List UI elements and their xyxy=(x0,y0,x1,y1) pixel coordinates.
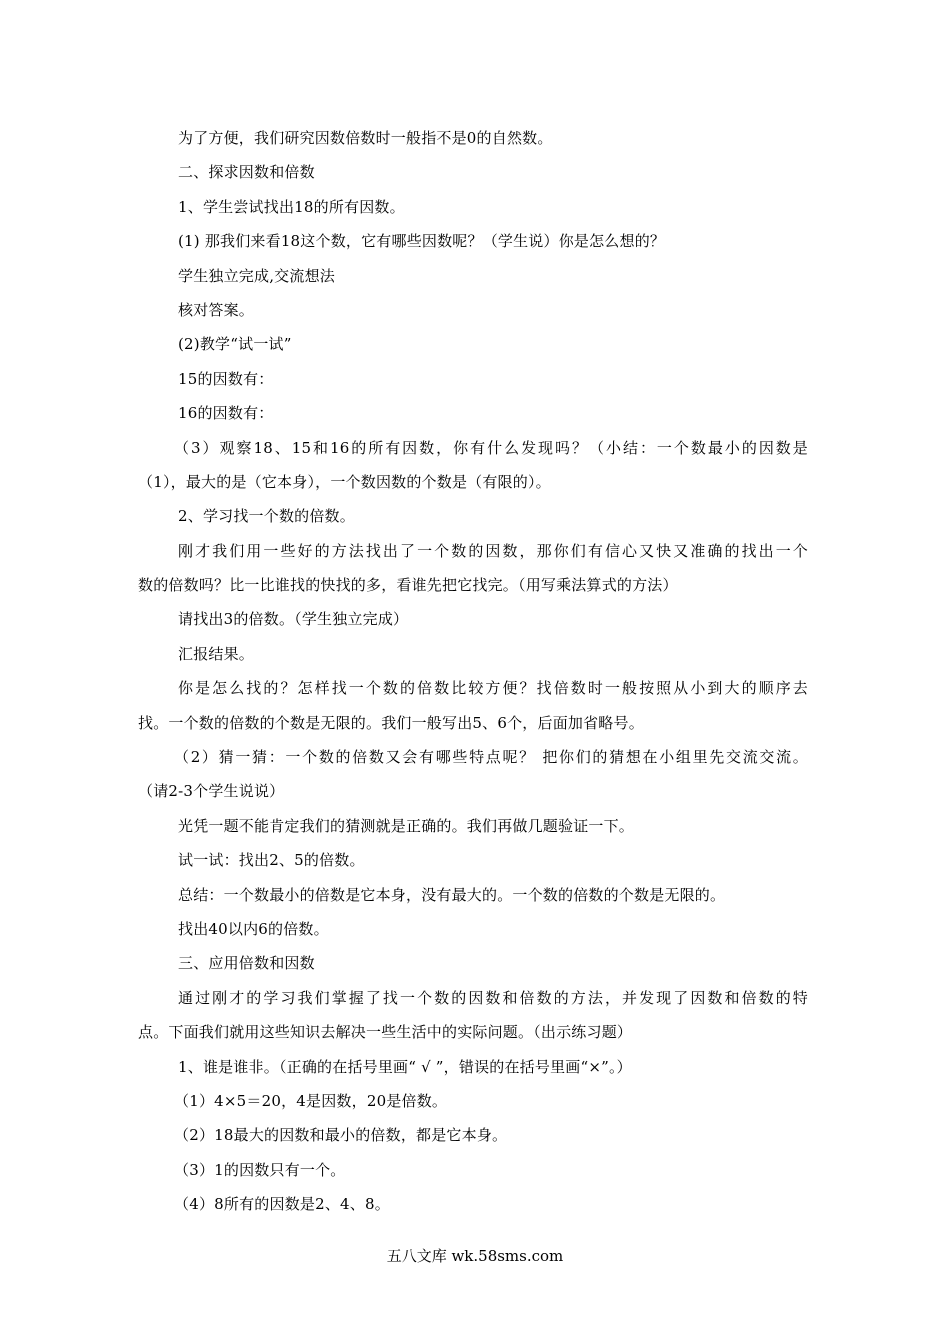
paragraph-line: 学生独立完成,交流想法 xyxy=(178,266,335,285)
paragraph-line: 15的因数有： xyxy=(178,369,274,388)
paragraph-line: 试一试：找出2、5的倍数。 xyxy=(178,851,365,870)
paragraph-line: 你是怎么找的？怎样找一个数的倍数比较方便？找倍数时一般按照从小到大的顺序去 xyxy=(178,679,808,698)
paragraph-line: 通过刚才的学习我们掌握了找一个数的因数和倍数的方法，并发现了因数和倍数的特 xyxy=(178,988,808,1007)
paragraph-line: 16的因数有： xyxy=(178,404,274,423)
paragraph-line: (2)教学“试一试” xyxy=(178,335,292,354)
exercise-item: （3）1的因数只有一个。 xyxy=(174,1160,346,1179)
paragraph-line: 点。下面我们就用这些知识去解决一些生活中的实际问题。（出示练习题） xyxy=(138,1023,633,1042)
page-footer: 五八文库 wk.58sms.com xyxy=(386,1247,564,1265)
paragraph-line: 找。一个数的倍数的个数是无限的。我们一般写出5、6个，后面加省略号。 xyxy=(138,713,644,732)
paragraph-line: 汇报结果。 xyxy=(178,644,255,663)
paragraph-line: 1、谁是谁非。（正确的在括号里画“ √ ”，错误的在括号里画“×”。） xyxy=(178,1057,632,1076)
paragraph-line: 刚才我们用一些好的方法找出了一个数的因数，那你们有信心又快又准确的找出一个 xyxy=(178,541,808,560)
paragraph-line: 为了方便，我们研究因数倍数时一般指不是0的自然数。 xyxy=(178,129,553,147)
paragraph-line: 总结：一个数最小的倍数是它本身，没有最大的。一个数的倍数的个数是无限的。 xyxy=(178,885,726,904)
paragraph-line: 1、学生尝试找出18的所有因数。 xyxy=(178,197,405,216)
section-heading: 二、探求因数和倍数 xyxy=(178,163,315,182)
paragraph-line: 核对答案。 xyxy=(178,300,255,319)
document-body xyxy=(138,121,808,1222)
paragraph-line: 请找出3的倍数。（学生独立完成） xyxy=(178,610,409,629)
paragraph-line: （2）猜一猜：一个数的倍数又会有哪些特点呢？ 把你们的猜想在小组里先交流交流。 xyxy=(174,748,808,767)
exercise-item: （1）4×5＝20，4是因数，20是倍数。 xyxy=(174,1091,448,1110)
paragraph-line: （1），最大的是（它本身），一个数因数的个数是（有限的）。 xyxy=(138,472,551,491)
paragraph-line: 找出40以内6的倍数。 xyxy=(178,919,329,938)
section-heading: 三、应用倍数和因数 xyxy=(178,954,315,973)
paragraph-line: （3）观察18、15和16的所有因数，你有什么发现吗？（小结：一个数最小的因数是 xyxy=(174,438,808,457)
paragraph-line: 数的倍数吗？比一比谁找的快找的多，看谁先把它找完。（用写乘法算式的方法） xyxy=(138,576,678,595)
paragraph-line: 光凭一题不能肯定我们的猜测就是正确的。我们再做几题验证一下。 xyxy=(178,816,635,835)
paragraph-line: （请2-3个学生说说） xyxy=(138,782,285,801)
paragraph-line: (1) 那我们来看18这个数，它有哪些因数呢？（学生说）你是怎么想的？ xyxy=(178,232,666,251)
exercise-item: （4）8所有的因数是2、4、8。 xyxy=(174,1195,390,1214)
exercise-item: （2）18最大的因数和最小的倍数，都是它本身。 xyxy=(174,1126,508,1145)
paragraph-line: 2、学习找一个数的倍数。 xyxy=(178,507,355,526)
